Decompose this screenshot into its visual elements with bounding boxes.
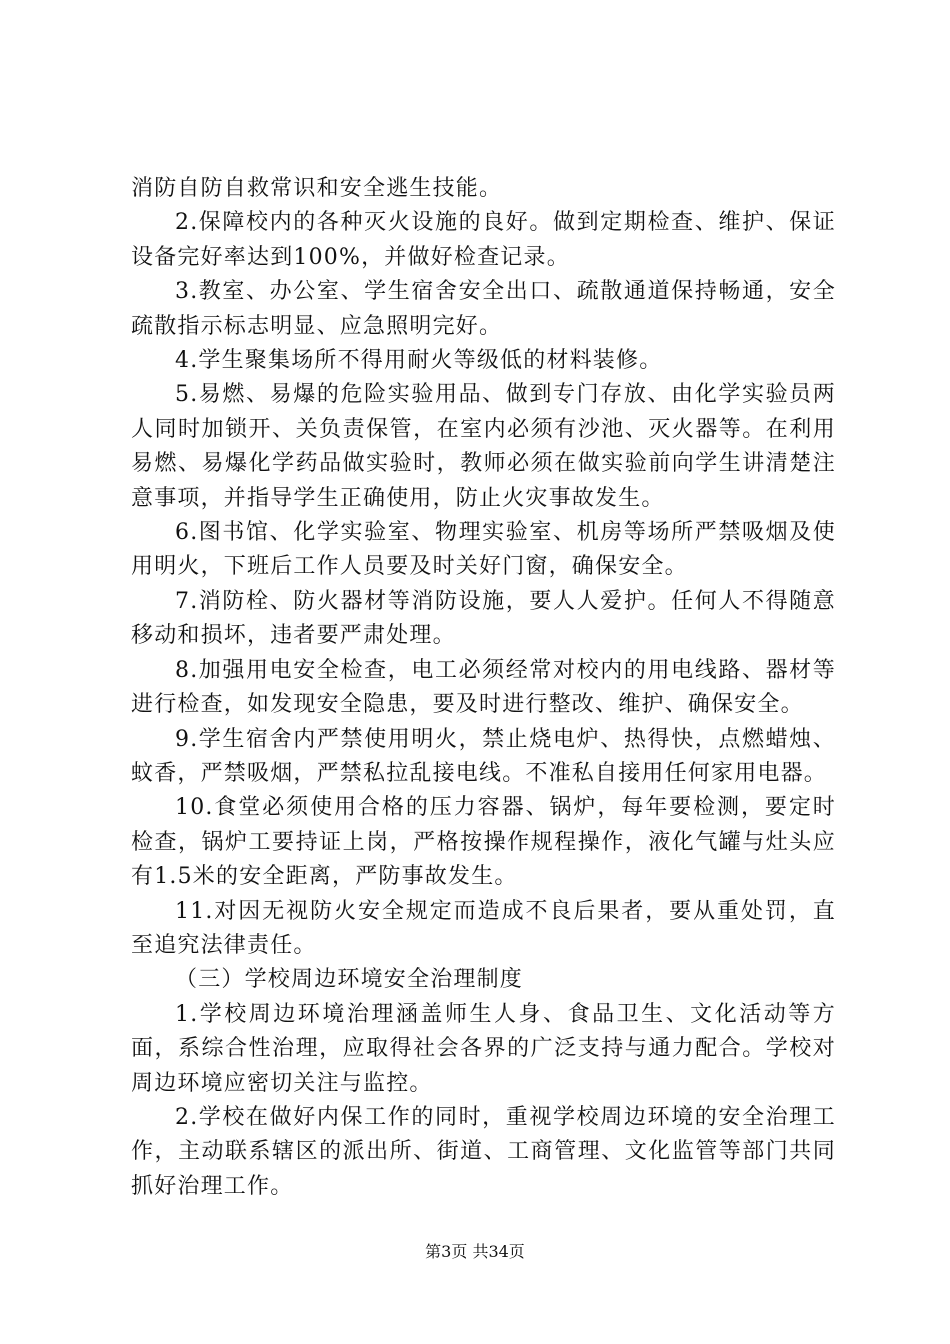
- document-body: [131, 172, 836, 1204]
- paragraph-item-7: 7.消防栓、防火器材等消防设施，要人人爱护。任何人不得随意移动和损坏，违者要严肃处理。: [131, 588, 836, 649]
- page-number-footer: 第3页 共34页: [425, 1242, 525, 1261]
- section-heading: （三）学校周边环境安全治理制度: [175, 967, 524, 993]
- paragraph-item-5: 5.易燃、易爆的危险实验用品、做到专门存放、由化学实验员两人同时加锁开、关负责保管，在室内必须有沙池、灭火器等。在利用易燃、易爆化学药品做实验时，教师必须在做实验前向学生讲清楚注意事项，并指导学生正确使用，防止火灾事故发生。: [131, 382, 836, 511]
- paragraph-item-11: 11.对因无视防火安全规定而造成不良后果者，要从重处罚，直至追究法律责任。: [131, 898, 836, 958]
- paragraph-item-9: 9.学生宿舍内严禁使用明火，禁止烧电炉、热得快，点燃蜡烛、蚊香，严禁吸烟，严禁私拉乱接电线。不准私自接用任何家用电器。: [131, 726, 836, 786]
- paragraph-item-8: 8.加强用电安全检查，电工必须经常对校内的用电线路、器材等进行检查，如发现安全隐患，要及时进行整改、维护、确保安全。: [131, 657, 836, 718]
- paragraph-item-6: 6.图书馆、化学实验室、物理实验室、机房等场所严禁吸烟及使用明火，下班后工作人员要及时关好门窗，确保安全。: [131, 520, 836, 580]
- paragraph-item-3: 3.教室、办公室、学生宿舍安全出口、疏散通道保持畅通，安全疏散指示标志明显、应急照明完好。: [131, 279, 836, 339]
- paragraph-env-1: 1.学校周边环境治理涵盖师生人身、食品卫生、文化活动等方面，系综合性治理，应取得社会各界的广泛支持与通力配合。学校对周边环境应密切关注与监控。: [131, 1001, 836, 1096]
- paragraph-item-2: 2.保障校内的各种灭火设施的良好。做到定期检查、维护、保证设备完好率达到100%，并做好检查记录。: [131, 210, 836, 270]
- paragraph-item-4: 4.学生聚集场所不得用耐火等级低的材料装修。: [175, 348, 663, 374]
- paragraph-env-2: 2.学校在做好内保工作的同时，重视学校周边环境的安全治理工作，主动联系辖区的派出所、街道、工商管理、文化监管等部门共同抓好治理工作。: [131, 1104, 836, 1199]
- paragraph-item-10: 10.食堂必须使用合格的压力容器、锅炉，每年要检测，要定时检查，锅炉工要持证上岗，严格按操作规程操作，液化气罐与灶头应有1.5米的安全距离，严防事故发生。: [131, 795, 836, 890]
- paragraph-continuation: 消防自防自救常识和安全逃生技能。: [131, 176, 503, 201]
